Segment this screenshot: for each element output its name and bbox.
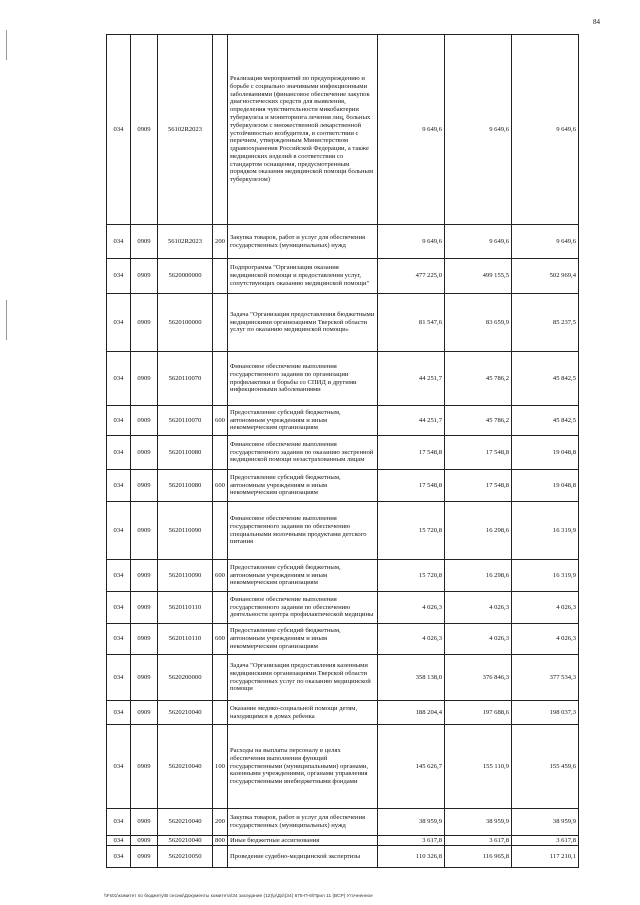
ministry-code-cell: 034	[107, 225, 131, 259]
amount-year1-cell: 9 649,6	[378, 35, 445, 225]
ministry-code-cell: 034	[107, 294, 131, 352]
section-code-cell: 0909	[131, 836, 158, 846]
item-name-cell: Закупка товаров, работ и услуг для обеспечения государственных (муниципальных) нужд	[228, 225, 378, 259]
ministry-code-cell: 034	[107, 470, 131, 502]
expense-type-cell: 200	[213, 809, 228, 836]
amount-year2-cell: 17 548,8	[445, 436, 512, 470]
section-code-cell: 0909	[131, 624, 158, 655]
amount-year1-cell: 4 026,3	[378, 624, 445, 655]
item-name-cell: Предоставление субсидий бюджетным, автономным учреждениям и иным некоммерческим организациям	[228, 470, 378, 502]
ministry-code-cell: 034	[107, 406, 131, 436]
ministry-code-cell: 034	[107, 725, 131, 809]
table-row	[107, 259, 579, 294]
expense-type-cell: 600	[213, 406, 228, 436]
amount-year1-cell: 17 548,8	[378, 470, 445, 502]
target-article-cell: 5620110080	[158, 470, 213, 502]
ministry-code-cell: 034	[107, 809, 131, 836]
section-code-cell: 0909	[131, 701, 158, 725]
page-number: 84	[593, 18, 600, 26]
ministry-code-cell: 034	[107, 624, 131, 655]
amount-year3-cell: 19 048,8	[512, 470, 579, 502]
table-row	[107, 701, 579, 725]
table-row	[107, 352, 579, 406]
amount-year2-cell: 16 298,6	[445, 560, 512, 592]
item-name-cell: Задача "Организация предоставления казенными медицинскими организациями Тверской области государственных услуг по оказанию медицинской помощи	[228, 655, 378, 701]
amount-year2-cell: 9 649,6	[445, 225, 512, 259]
ministry-code-cell: 034	[107, 502, 131, 560]
target-article-cell: 5620210050	[158, 846, 213, 868]
target-article-cell: 5620210040	[158, 809, 213, 836]
target-article-cell: 5620110070	[158, 352, 213, 406]
table-row	[107, 725, 579, 809]
amount-year2-cell: 4 026,3	[445, 624, 512, 655]
section-code-cell: 0909	[131, 725, 158, 809]
amount-year2-cell: 9 649,6	[445, 35, 512, 225]
target-article-cell: 56102R2023	[158, 225, 213, 259]
target-article-cell: 5620110070	[158, 406, 213, 436]
amount-year1-cell: 110 326,8	[378, 846, 445, 868]
target-article-cell: 5620210040	[158, 701, 213, 725]
amount-year3-cell: 198 037,3	[512, 701, 579, 725]
amount-year2-cell: 197 688,6	[445, 701, 512, 725]
item-name-cell: Иные бюджетные ассигнования	[228, 836, 378, 846]
target-article-cell: 56102R2023	[158, 35, 213, 225]
binding-mark	[6, 30, 7, 60]
amount-year3-cell: 377 534,3	[512, 655, 579, 701]
amount-year1-cell: 145 626,7	[378, 725, 445, 809]
expense-type-cell	[213, 259, 228, 294]
section-code-cell: 0909	[131, 294, 158, 352]
table-row	[107, 836, 579, 846]
ministry-code-cell: 034	[107, 836, 131, 846]
amount-year1-cell: 38 959,9	[378, 809, 445, 836]
item-name-cell: Оказание медико-социальной помощи детям, находящимся в домах ребенка	[228, 701, 378, 725]
amount-year3-cell: 45 842,5	[512, 352, 579, 406]
file-path-footer: \\Fs01\комитет по бюджету\В сесию\Документы комитета\34 заседание (12)\ρ\Дο\(34) 675-П-6\Прил 11 (ВСР) Уточненное	[104, 894, 373, 899]
item-name-cell: Подпрограмма "Организация оказания медицинской помощи и предоставления услуг, сопутствующих оказанию медицинской помощи"	[228, 259, 378, 294]
expense-type-cell	[213, 352, 228, 406]
expense-type-cell: 200	[213, 225, 228, 259]
expense-type-cell: 100	[213, 725, 228, 809]
expense-type-cell: 600	[213, 470, 228, 502]
target-article-cell: 5620110110	[158, 624, 213, 655]
table-row	[107, 846, 579, 868]
amount-year2-cell: 376 846,3	[445, 655, 512, 701]
ministry-code-cell: 034	[107, 352, 131, 406]
item-name-cell: Предоставление субсидий бюджетным, автономным учреждениям и иным некоммерческим организациям	[228, 560, 378, 592]
target-article-cell: 5620200000	[158, 655, 213, 701]
amount-year3-cell: 19 048,8	[512, 436, 579, 470]
ministry-code-cell: 034	[107, 592, 131, 624]
table-row	[107, 294, 579, 352]
section-code-cell: 0909	[131, 35, 158, 225]
table-row	[107, 436, 579, 470]
expense-type-cell	[213, 436, 228, 470]
expense-type-cell	[213, 655, 228, 701]
table-row	[107, 560, 579, 592]
expense-type-cell	[213, 502, 228, 560]
amount-year1-cell: 358 138,0	[378, 655, 445, 701]
amount-year2-cell: 17 548,8	[445, 470, 512, 502]
section-code-cell: 0909	[131, 560, 158, 592]
section-code-cell: 0909	[131, 846, 158, 868]
table-row	[107, 406, 579, 436]
item-name-cell: Задача "Организация предоставления бюджетными медицинскими организациями Тверской области услуг по оказанию медицинской помощи»	[228, 294, 378, 352]
amount-year3-cell: 16 319,9	[512, 560, 579, 592]
ministry-code-cell: 034	[107, 35, 131, 225]
target-article-cell: 5620110090	[158, 502, 213, 560]
section-code-cell: 0909	[131, 655, 158, 701]
ministry-code-cell: 034	[107, 259, 131, 294]
expense-type-cell	[213, 592, 228, 624]
amount-year2-cell: 155 110,9	[445, 725, 512, 809]
ministry-code-cell: 034	[107, 560, 131, 592]
ministry-code-cell: 034	[107, 655, 131, 701]
item-name-cell: Закупка товаров, работ и услуг для обеспечения государственных (муниципальных) нужд	[228, 809, 378, 836]
item-name-cell: Финансовое обеспечение выполнения государственного задания по организации профилактики и борьбы со СПИД и другими инфекционными заболеваниями	[228, 352, 378, 406]
amount-year3-cell: 9 649,6	[512, 225, 579, 259]
amount-year2-cell: 45 786,2	[445, 352, 512, 406]
ministry-code-cell: 034	[107, 701, 131, 725]
amount-year2-cell: 16 298,6	[445, 502, 512, 560]
table-row	[107, 592, 579, 624]
amount-year3-cell: 4 026,3	[512, 624, 579, 655]
table-row	[107, 624, 579, 655]
item-name-cell: Расходы на выплаты персоналу в целях обеспечения выполнения функций государственными (муниципальными) органами, казенными учреждениями, органами управления государственными внебюджетными фондами	[228, 725, 378, 809]
table-row	[107, 809, 579, 836]
amount-year3-cell: 9 649,6	[512, 35, 579, 225]
amount-year2-cell: 116 965,8	[445, 846, 512, 868]
expense-type-cell: 600	[213, 624, 228, 655]
section-code-cell: 0909	[131, 352, 158, 406]
amount-year2-cell: 499 155,5	[445, 259, 512, 294]
amount-year3-cell: 3 617,8	[512, 836, 579, 846]
amount-year1-cell: 477 225,0	[378, 259, 445, 294]
item-name-cell: Предоставление субсидий бюджетным, автономным учреждениям и иным некоммерческим организациям	[228, 624, 378, 655]
amount-year1-cell: 4 026,3	[378, 592, 445, 624]
amount-year1-cell: 81 547,6	[378, 294, 445, 352]
item-name-cell: Предоставление субсидий бюджетным, автономным учреждениям и иным некоммерческим организациям	[228, 406, 378, 436]
table-row	[107, 225, 579, 259]
amount-year3-cell: 4 026,3	[512, 592, 579, 624]
target-article-cell: 5620110110	[158, 592, 213, 624]
amount-year3-cell: 155 459,6	[512, 725, 579, 809]
amount-year2-cell: 83 659,9	[445, 294, 512, 352]
amount-year2-cell: 4 026,3	[445, 592, 512, 624]
expense-type-cell	[213, 701, 228, 725]
item-name-cell: Финансовое обеспечение выполнения государственного задания по обеспечению деятельности центра профилактической медицины	[228, 592, 378, 624]
amount-year1-cell: 44 251,7	[378, 406, 445, 436]
expense-type-cell	[213, 294, 228, 352]
expense-type-cell	[213, 846, 228, 868]
amount-year1-cell: 15 720,8	[378, 560, 445, 592]
amount-year2-cell: 38 959,9	[445, 809, 512, 836]
amount-year1-cell: 17 548,8	[378, 436, 445, 470]
amount-year1-cell: 15 720,8	[378, 502, 445, 560]
binding-mark	[6, 300, 7, 340]
section-code-cell: 0909	[131, 502, 158, 560]
expense-type-cell: 800	[213, 836, 228, 846]
table-row	[107, 35, 579, 225]
section-code-cell: 0909	[131, 470, 158, 502]
expense-type-cell	[213, 35, 228, 225]
target-article-cell: 5620210040	[158, 725, 213, 809]
target-article-cell: 5620110090	[158, 560, 213, 592]
amount-year1-cell: 188 204,4	[378, 701, 445, 725]
amount-year1-cell: 3 617,8	[378, 836, 445, 846]
ministry-code-cell: 034	[107, 436, 131, 470]
amount-year2-cell: 3 617,8	[445, 836, 512, 846]
amount-year3-cell: 85 237,5	[512, 294, 579, 352]
amount-year3-cell: 45 842,5	[512, 406, 579, 436]
table-row	[107, 502, 579, 560]
amount-year3-cell: 16 319,9	[512, 502, 579, 560]
section-code-cell: 0909	[131, 225, 158, 259]
expense-type-cell: 600	[213, 560, 228, 592]
amount-year1-cell: 9 649,6	[378, 225, 445, 259]
amount-year3-cell: 117 210,1	[512, 846, 579, 868]
item-name-cell: Финансовое обеспечение выполнения государственного задания по оказанию экстренной медицинской помощи незастрахованным лицам	[228, 436, 378, 470]
table-row	[107, 655, 579, 701]
section-code-cell: 0909	[131, 436, 158, 470]
item-name-cell: Финансовое обеспечение выполнения государственного задания по обеспечению специальными молочными продуктами детского питания	[228, 502, 378, 560]
item-name-cell: Проведение судебно-медицинской экспертизы	[228, 846, 378, 868]
target-article-cell: 5620210040	[158, 836, 213, 846]
amount-year3-cell: 502 969,4	[512, 259, 579, 294]
ministry-code-cell: 034	[107, 846, 131, 868]
amount-year3-cell: 38 959,9	[512, 809, 579, 836]
item-name-cell: Реализация мероприятий по предупреждению и борьбе с социально значимыми инфекционными заболеваниями (финансовое обеспечение закупок диагностических средств для выявления, определения чувствительности микобактерии туберкулеза и мониторинга лечения лиц, больных туберкулезом с множественной лекарственной устойчивостью возбудителя, в соответствии с перечнем, утвержденным Министерством здравоохранения Российской Федерации, а также медицинских изделий в соответствии со стандартом оснащения, предусмотренным порядком оказания медицинской помощи больным туберкулезом)	[228, 35, 378, 225]
target-article-cell: 5620000000	[158, 259, 213, 294]
target-article-cell: 5620110080	[158, 436, 213, 470]
section-code-cell: 0909	[131, 592, 158, 624]
amount-year1-cell: 44 251,7	[378, 352, 445, 406]
section-code-cell: 0909	[131, 259, 158, 294]
amount-year2-cell: 45 786,2	[445, 406, 512, 436]
section-code-cell: 0909	[131, 809, 158, 836]
target-article-cell: 5620100000	[158, 294, 213, 352]
table-row	[107, 470, 579, 502]
budget-table	[106, 34, 579, 868]
section-code-cell: 0909	[131, 406, 158, 436]
